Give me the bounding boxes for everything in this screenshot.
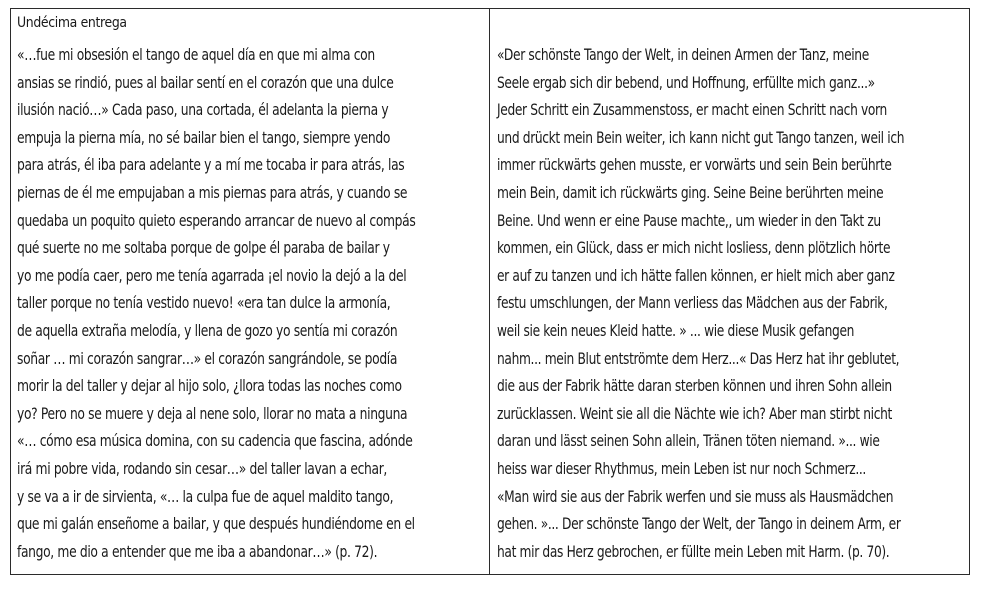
spanish-line: quedaba un poquito quieto esperando arrancar de nuevo al compás xyxy=(17,210,416,230)
german-line: Jeder Schritt ein Zusammenstoss, er macht einen Schritt nach vorn xyxy=(497,100,887,120)
spanish-line: qué suerte no me soltaba porque de golpe él paraba de bailar y xyxy=(17,238,390,258)
spanish-line: irá mi pobre vida, rodando sin cesar…» del taller lavan a echar, xyxy=(17,458,388,478)
spanish-line: piernas de él me empujaban a mis piernas para atrás, y cuando se xyxy=(17,182,408,202)
spanish-line: empuja la pierna mía, no sé bailar bien el tango, siempre yendo xyxy=(17,127,391,147)
spanish-line: «… cómo esa música domina, con su cadencia que fascina, adónde xyxy=(17,431,413,451)
german-line: mein Bein, damit ich rückwärts ging. Seine Beine berührten meine xyxy=(497,182,884,202)
german-column xyxy=(490,9,969,574)
german-line: festu umschlungen, der Mann verliess das Mädchen aus der Fabrik, xyxy=(497,293,888,313)
german-line: gehen. »... Der schönste Tango der Welt, der Tango in deinem Arm, er xyxy=(497,514,901,534)
german-line: «Man wird sie aus der Fabrik werfen und sie muss als Hausmädchen xyxy=(497,486,894,506)
german-line: Beine. Und wenn er eine Pause machte,, um wieder in den Takt zu xyxy=(497,210,881,230)
spanish-line: taller porque no tenía vestido nuevo! «era tan dulce la armonía, xyxy=(17,293,391,313)
spanish-line: soñar … mi corazón sangrar…» el corazón sangrándole, se podía xyxy=(17,348,398,368)
spanish-text xyxy=(17,41,487,565)
spanish-line: yo me podía caer, pero me tenía agarrada ¡el novio la dejó a la del xyxy=(17,265,407,285)
german-line: heiss war dieser Rhythmus, mein Leben ist nur noch Schmerz... xyxy=(497,458,866,478)
german-line: zurücklassen. Weint sie all die Nächte wie ich? Aber man stirbt nicht xyxy=(497,403,892,423)
spanish-column xyxy=(11,9,490,574)
german-line: immer rückwärts gehen musste, er vorwärts und sein Bein berührte xyxy=(497,155,892,175)
german-line: daran und lässt seinen Sohn allein, Tränen töten niemand. »... wie xyxy=(497,431,880,451)
german-line: die aus der Fabrik hätte daran sterben können und ihren Sohn allein xyxy=(497,376,892,396)
translation-table xyxy=(10,8,970,575)
spanish-line: para atrás, él iba para adelante y a mí me tocaba ir para atrás, las xyxy=(17,155,405,175)
german-text xyxy=(497,41,967,565)
german-line: und drückt mein Bein weiter, ich kann nicht gut Tango tanzen, weil ich xyxy=(497,127,905,147)
spanish-line: de aquella extraña melodía, y llena de gozo yo sentía mi corazón xyxy=(17,320,398,340)
spanish-line: ilusión nació…» Cada paso, una cortada, él adelanta la pierna y xyxy=(17,100,389,120)
section-heading: Undécima entrega xyxy=(17,15,127,31)
spanish-line: fango, me dio a entender que me iba a abandonar…» (p. 72). xyxy=(17,541,378,561)
spanish-line: ansias se rindió, pues al bailar sentí en el corazón que una dulce xyxy=(17,72,394,92)
german-line: «Der schönste Tango der Welt, in deinen Armen der Tanz, meine xyxy=(497,45,869,64)
german-line: weil sie kein neues Kleid hatte. » ... wie diese Musik gefangen xyxy=(497,320,855,340)
german-line: kommen, ein Glück, dass er mich nicht losliess, denn plötzlich hörte xyxy=(497,238,891,258)
german-line: Seele ergab sich dir bebend, und Hoffnung, erfüllte mich ganz...» xyxy=(497,72,875,92)
spanish-line: «…fue mi obsesión el tango de aquel día en que mi alma con xyxy=(17,45,375,64)
spanish-line: morir la del taller y dejar al hijo solo, ¿llora todas las noches como xyxy=(17,376,402,396)
spanish-line: que mi galán enseñome a bailar, y que después hundiéndome en el xyxy=(17,514,415,534)
german-line: nahm... mein Blut entströmte dem Herz...« Das Herz hat ihr geblutet, xyxy=(497,348,900,368)
german-line: hat mir das Herz gebrochen, er füllte mein Leben mit Harm. (p. 70). xyxy=(497,541,890,561)
spanish-line: y se va a ir de sirvienta, «… la culpa fue de aquel maldito tango, xyxy=(17,486,394,506)
german-line: er auf zu tanzen und ich hätte fallen können, er hielt mich aber ganz xyxy=(497,265,895,285)
spanish-line: yo? Pero no se muere y deja al nene solo, llorar no mata a ninguna xyxy=(17,403,408,423)
